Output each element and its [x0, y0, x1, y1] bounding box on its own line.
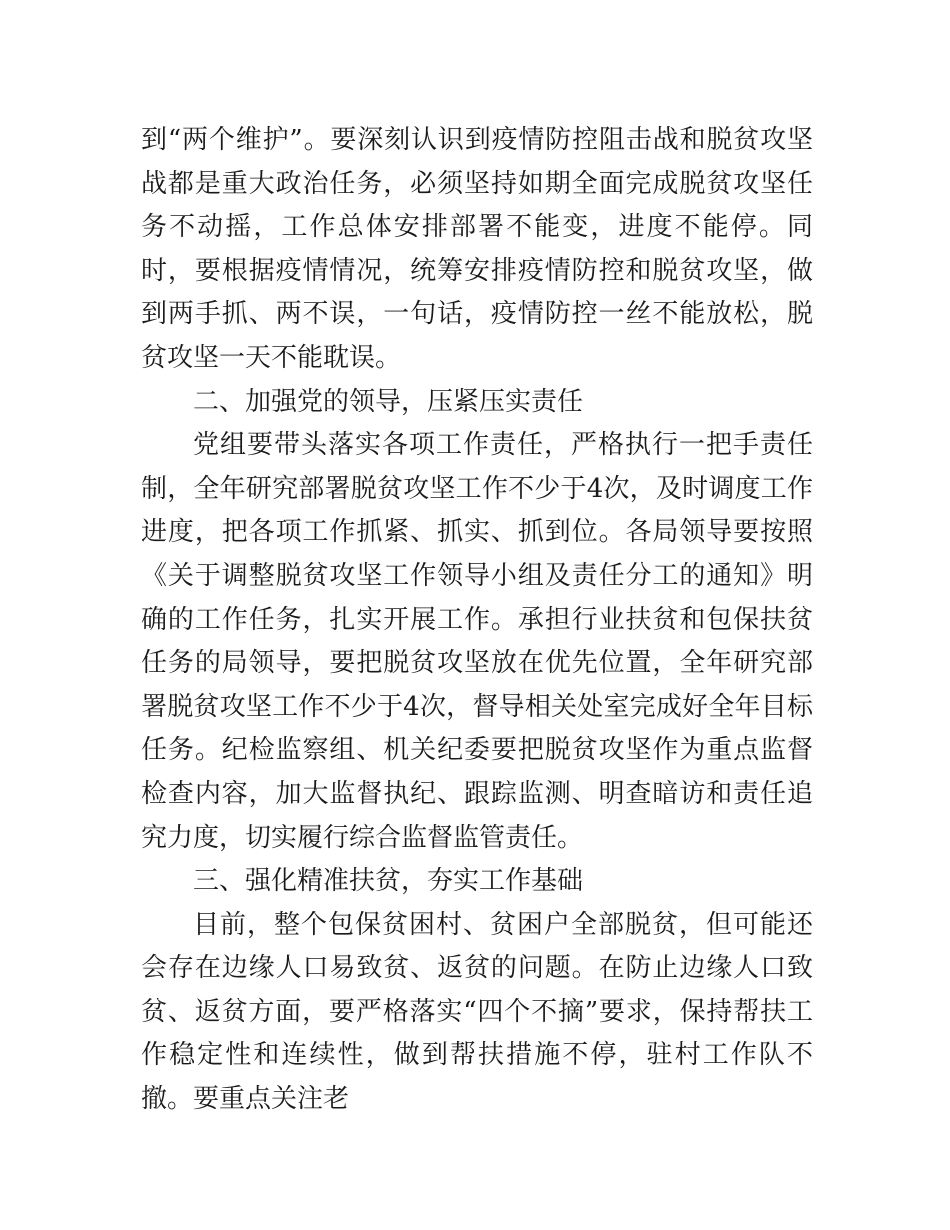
section-heading-2: 二、加强党的领导，压紧压实责任: [193, 386, 584, 417]
document-body: [141, 119, 813, 1122]
paragraph-targeted-poverty: 目前，整个包保贫困村、贫困户全部脱贫，但可能还会存在边缘人口易致贫、返贫的问题。在防止边缘人口致贫、返贫方面，要严格落实“四个不摘”要求，保持帮扶工作稳定性和连续性，做到帮扶措施不停，驻村工作队不撤。要重点关注老: [141, 909, 813, 1115]
section-heading-3: 三、强化精准扶贫，夯实工作基础: [193, 866, 584, 897]
paragraph-party-leadership: 党组要带头落实各项工作责任，严格执行一把手责任制，全年研究部署脱贫攻坚工作不少于4次，及时调度工作进度，把各项工作抓紧、抓实、抓到位。各局领导要按照《关于调整脱贫攻坚工作领导小组及责任分工的通知》明确的工作任务，扎实开展工作。承担行业扶贫和包保扶贫任务的局领导，要把脱贫攻坚放在优先位置，全年研究部署脱贫攻坚工作不少于4次，督导相关处室完成好全年目标任务。纪检监察组、机关纪委要把脱贫攻坚作为重点监督检查内容，加大监督执纪、跟踪监测、明查暗访和责任追究力度，切实履行综合监督监管责任。: [141, 430, 813, 853]
paragraph-continuation: 到“两个维护”。要深刻认识到疫情防控阻击战和脱贫攻坚战都是重大政治任务，必须坚持如期全面完成脱贫攻坚任务不动摇，工作总体安排部署不能变，进度不能停。同时，要根据疫情情况，统筹安排疫情防控和脱贫攻坚，做到两手抓、两不误，一句话，疫情防控一丝不能放松，脱贫攻坚一天不能耽误。: [141, 125, 813, 373]
